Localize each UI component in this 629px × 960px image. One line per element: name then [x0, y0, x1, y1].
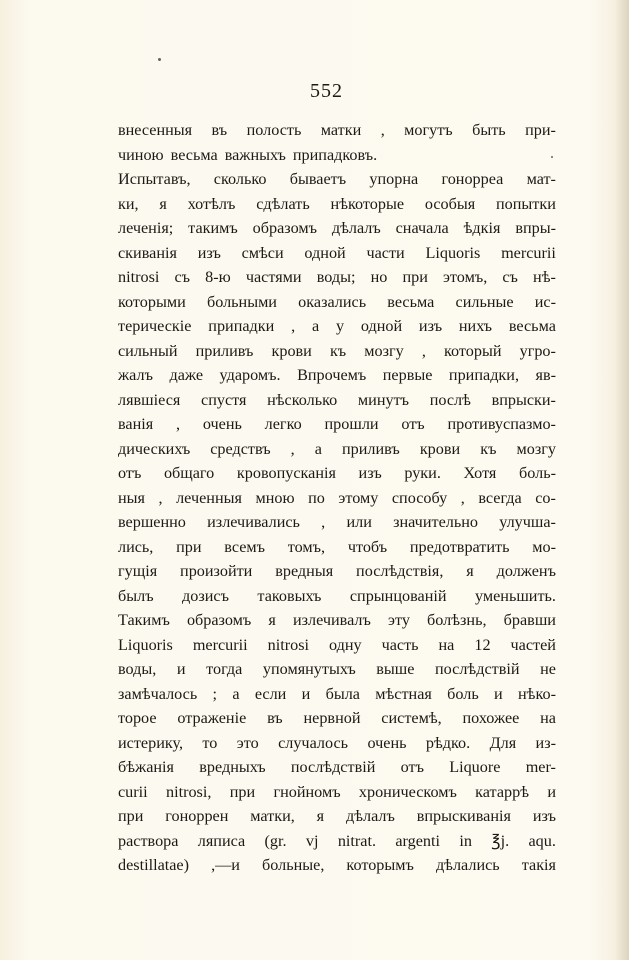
- text-line: чиною весьма важныхъ припадковъ.: [118, 145, 378, 164]
- text-line: ванія , очень легко прошли отъ противуспазмо-: [118, 415, 556, 433]
- text-line: отъ общаго кровопусканія изъ руки. Хотя боль-: [118, 464, 556, 482]
- text-line: Испытавъ, сколько бываетъ упорна гонорреа мат-: [118, 170, 556, 188]
- text-line: терическіе припадки , а у одной изъ нихъ весьма: [118, 317, 556, 335]
- text-line: при гоноррен матки, я дѣлалъ впрыскиванія изъ: [118, 807, 556, 825]
- text-line: вершенно излечивались , или значительно улучша-: [118, 513, 556, 531]
- text-line: былъ дозисъ таковыхъ спрынцованій уменьшить.: [118, 586, 556, 605]
- text-line: Такимъ образомъ я излечивалъ эту болѣзнь, бравши: [118, 611, 556, 629]
- ink-speck: [158, 58, 161, 61]
- text-line: Liquoris mercurii nitrosi одну часть на 12 частей: [118, 635, 556, 654]
- text-line: гущія произойти вредныя послѣдствія, я долженъ: [118, 562, 556, 580]
- text-line: curii nitrosi, при гнойномъ хроническомъ катаррѣ и: [118, 782, 556, 801]
- text-line: замѣчалось ; а если и была мѣстная боль и нѣко-: [118, 684, 556, 703]
- text-line: жалъ даже ударомъ. Впрочемъ первые припадки, яв-: [118, 366, 556, 384]
- text-line: nitrosi съ 8-ю частями воды; но при этомъ, съ нѣ-: [118, 268, 556, 286]
- text-line: леченія; такимъ образомъ дѣлалъ сначала ѣдкія впры-: [118, 219, 556, 237]
- text-line: дическихъ средствъ , а приливъ крови къ мозгу: [118, 439, 556, 458]
- text-line: воды, и тогда упомянутыхъ выше послѣдствій не: [118, 660, 556, 678]
- text-line: скиванія изъ смѣси одной части Liquoris mercurii: [118, 243, 556, 262]
- text-line: сильный приливъ крови къ мозгу , который угро-: [118, 341, 556, 360]
- text-line: торое отраженіе въ нервной системѣ, похожее на: [118, 709, 556, 727]
- text-line: бѣжанія вредныхъ послѣдствій отъ Liquore mer-: [118, 758, 556, 776]
- text-line: раствора ляписа (gr. vj nitrat. argenti in ℥j. aqu.: [118, 831, 556, 850]
- body-text: [118, 118, 556, 878]
- page-number: 552: [310, 80, 343, 102]
- page-edge-shadow: [615, 0, 629, 960]
- text-line: истерику, то это случалось очень рѣдко. Для из-: [118, 733, 556, 752]
- text-line: которыми больными оказались весьма сильные ис-: [118, 292, 556, 311]
- text-line: destillatae) ,—и больные, которымъ дѣлались такія: [118, 856, 556, 874]
- text-line: лявшіеся спустя нѣсколько минутъ послѣ впрыски-: [118, 390, 556, 409]
- text-line: внесенныя въ полость матки , могутъ быть при-: [118, 121, 556, 139]
- text-line: ки, я хотѣлъ сдѣлать нѣкоторые особыя попытки: [118, 194, 556, 213]
- text-line: ныя , леченныя мною по этому способу , всегда со-: [118, 488, 556, 507]
- text-line: лись, при всемъ томъ, чтобъ предотвратить мо-: [118, 537, 556, 556]
